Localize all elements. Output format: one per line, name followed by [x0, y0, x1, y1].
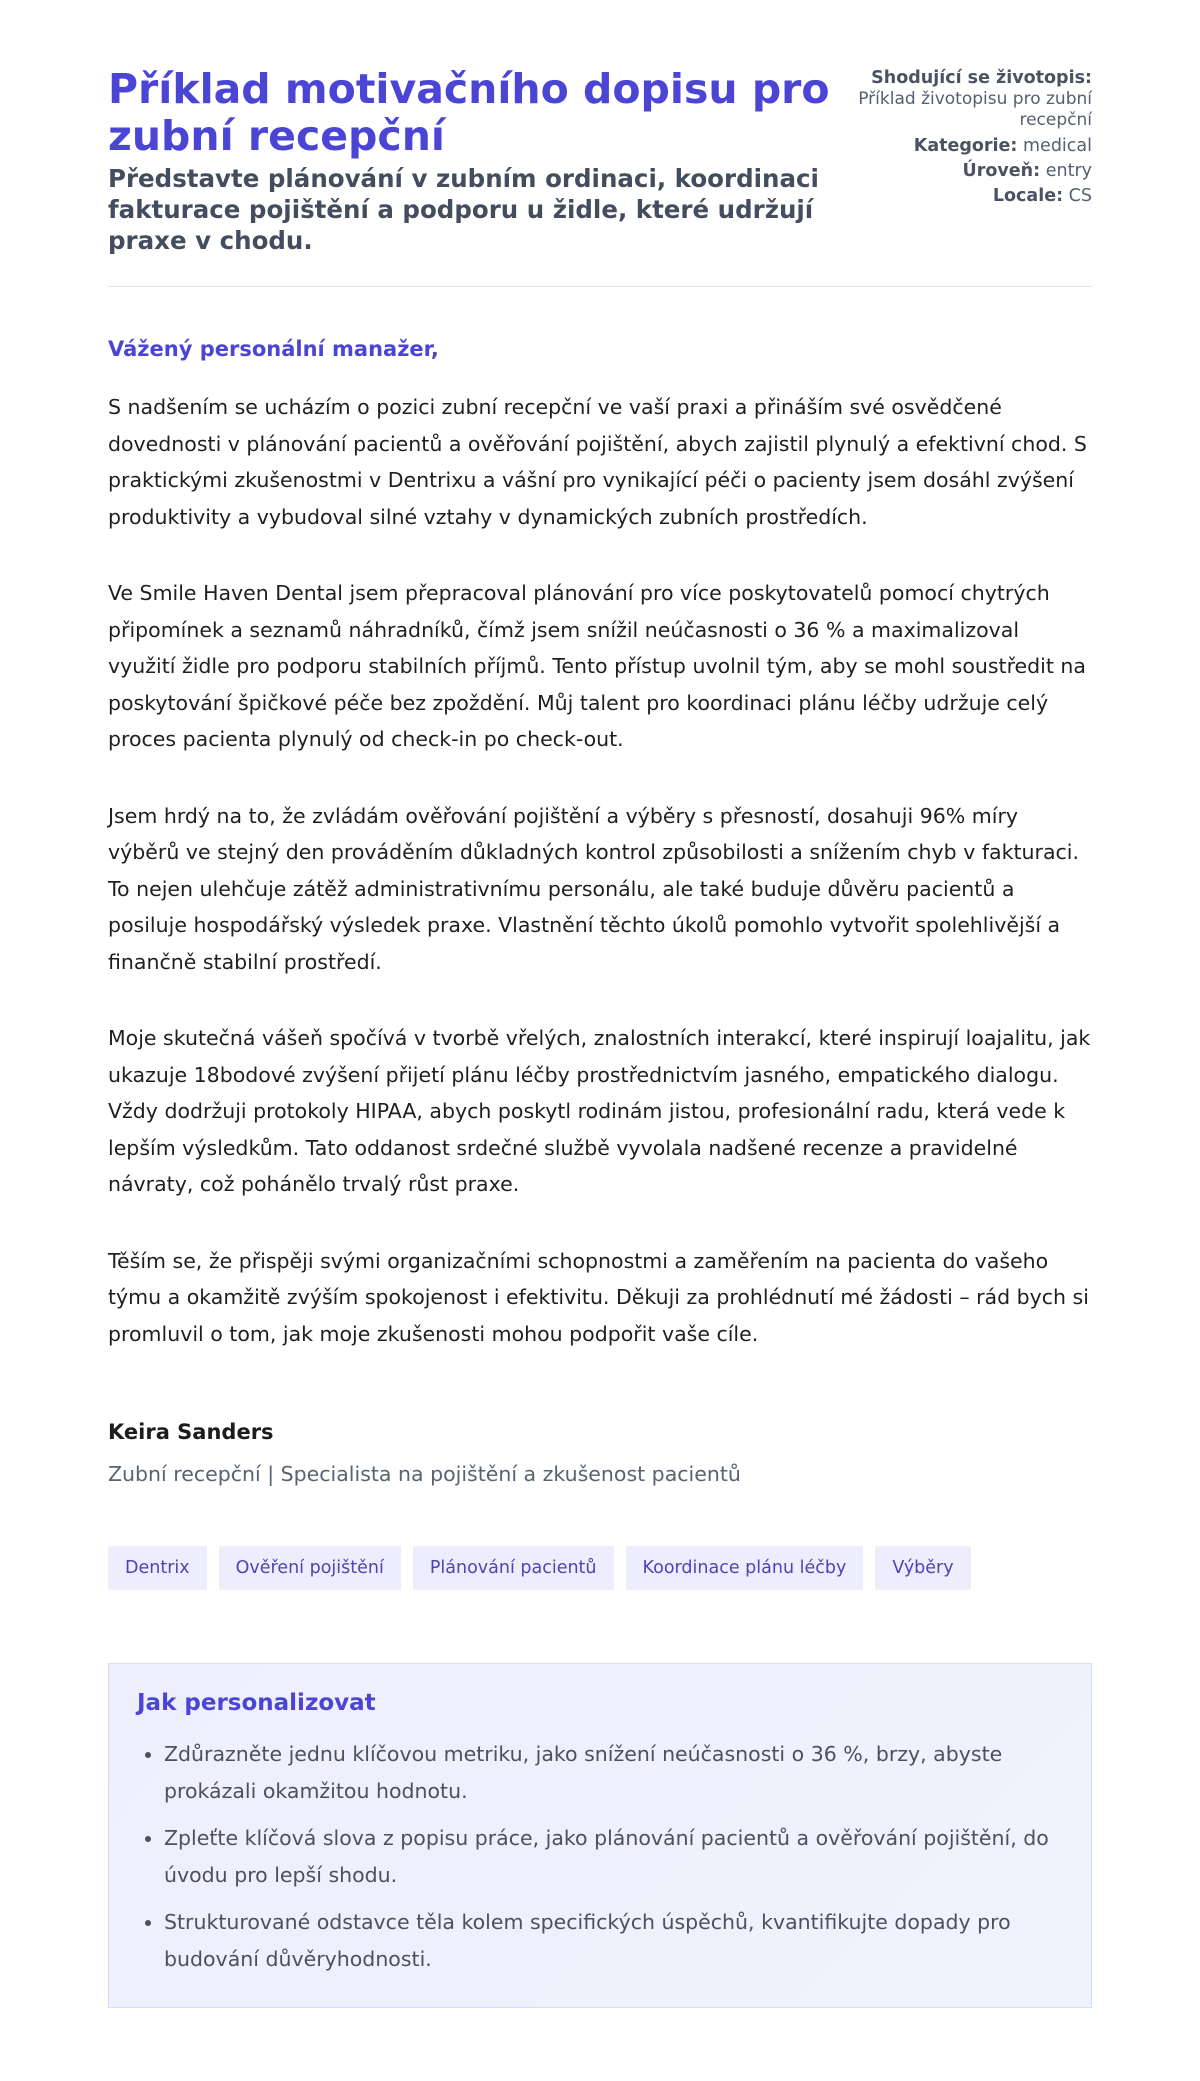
meta-locale-value: CS: [1068, 186, 1092, 206]
tip-item: • Zpleťte klíčová slova z popisu práce, jako plánování pacientů a ověřování pojištění, do úvodu pro lepší shodu.: [164, 1820, 1063, 1893]
meta-category: [832, 135, 1092, 157]
letter-paragraph: Jsem hrdý na to, že zvládám ověřování pojištění a výběry s přesností, dosahuji 96% míry výběrů ve stejný den prováděním důkladných kontrol způsobilosti a snížením chyb v fakturaci. To nejen ulehčuje zátěž administrativnímu personálu, ale také buduje důvěru pacientů a posiluje hospodářský výsledek praxe. Vlastnění těchto úkolů pomohlo vytvořit spolehlivější a finančně stabilní prostředí.: [108, 803, 1079, 974]
letter-paragraph: Těším se, že přispěji svými organizačními schopnostmi a zaměřením na pacienta do vašeho týmu a okamžitě zvýším spokojenost i efektivitu. Děkuji za prohlédnutí mé žádosti – rád bych si promluvil o tom, jak moje zkušenosti mohou podpořit vaše cíle.: [108, 1248, 1089, 1346]
meta-matching-resume: [832, 68, 1092, 131]
signature-block: [108, 1418, 1092, 1488]
skill-tag[interactable]: Plánování pacientů: [413, 1546, 614, 1590]
skill-tag[interactable]: Koordinace plánu léčby: [626, 1546, 864, 1590]
meta-category-label: Kategorie:: [913, 136, 1018, 156]
tip-item: • Strukturované odstavce těla kolem specifických úspěchů, kvantifikujte dopady pro budování důvěryhodnosti.: [164, 1904, 1063, 1977]
letter-paragraph: S nadšením se ucházím o pozici zubní recepční ve vaší praxi a přináším své osvědčené dovednosti v plánování pacientů a ověřování pojištění, abych zajistil plynulý a efektivní chod. S praktickými zkušenostmi v Dentrixu a vášní pro vynikající péči o pacienty jsem dosáhl zvýšení produktivity a vybudoval silné vztahy v dynamických zubních prostředích.: [108, 395, 1087, 529]
tips-list: [137, 1736, 1063, 1977]
meta-category-value: medical: [1023, 136, 1092, 156]
meta-locale: [832, 185, 1092, 207]
meta-locale-label: Locale:: [992, 186, 1064, 206]
skill-tag[interactable]: Ověření pojištění: [219, 1546, 401, 1590]
letter-body: [108, 335, 1092, 1488]
signature-name: Keira Sanders: [108, 1420, 274, 1444]
meta-resume-label: Shodující se životopis:: [871, 68, 1092, 88]
meta-panel: [832, 68, 1092, 210]
meta-level: [832, 160, 1092, 182]
page-header: [108, 0, 1092, 255]
letter-paragraph: Ve Smile Haven Dental jsem přepracoval plánování pro více poskytovatelů pomocí chytrých připomínek a seznamů náhradníků, čímž jsem snížil neúčasnosti o 36 % a maximalizoval využití židle pro podporu stabilních příjmů. Tento přístup uvolnil tým, aby se mohl soustředit na poskytování špičkové péče bez zpoždění. Můj talent pro koordinaci plánu léčby udržuje celý proces pacienta plynulý od check-in po check-out.: [108, 581, 1086, 751]
header-divider: [108, 286, 1092, 287]
letter-greeting: Vážený personální manažer,: [108, 337, 439, 361]
personalize-tips-box: [108, 1663, 1092, 2008]
skill-tag[interactable]: Dentrix: [108, 1546, 207, 1590]
page-subtitle: Představte plánování v zubním ordinaci, koordinaci fakturace pojištění a podporu u židle, které udržují praxe v chodu.: [108, 164, 819, 255]
letter-paragraph: Moje skutečná vášeň spočívá v tvorbě vřelých, znalostních interakcí, které inspirují loajalitu, jak ukazuje 18bodové zvýšení přijetí plánu léčby prostřednictvím jasného, empatického dialogu. Vždy dodržuji protokoly HIPAA, abych poskytl rodinám jistou, profesionální radu, která vede k lepším výsledkům. Tato oddanost srdečné službě vyvolala nadšené recenze a pravidelné návraty, což pohánělo trvalý růst praxe.: [108, 1026, 1091, 1196]
tip-item: • Zdůrazněte jednu klíčovou metriku, jako snížení neúčasnosti o 36 %, brzy, abyste prokázali okamžitou hodnotu.: [164, 1736, 1063, 1809]
signature-role: Zubní recepční | Specialista na pojištění a zkušenost pacientů: [108, 1462, 741, 1486]
tips-title: Jak personalizovat: [137, 1690, 376, 1716]
meta-level-label: Úroveň:: [962, 161, 1041, 181]
skill-tags: [108, 1546, 1092, 1590]
page-title: Příklad motivačního dopisu pro zubní recepční: [108, 65, 830, 160]
meta-level-value: entry: [1045, 161, 1092, 181]
skill-tag[interactable]: Výběry: [875, 1546, 970, 1590]
meta-resume-link[interactable]: Příklad životopisu pro zubní recepční: [858, 89, 1092, 130]
